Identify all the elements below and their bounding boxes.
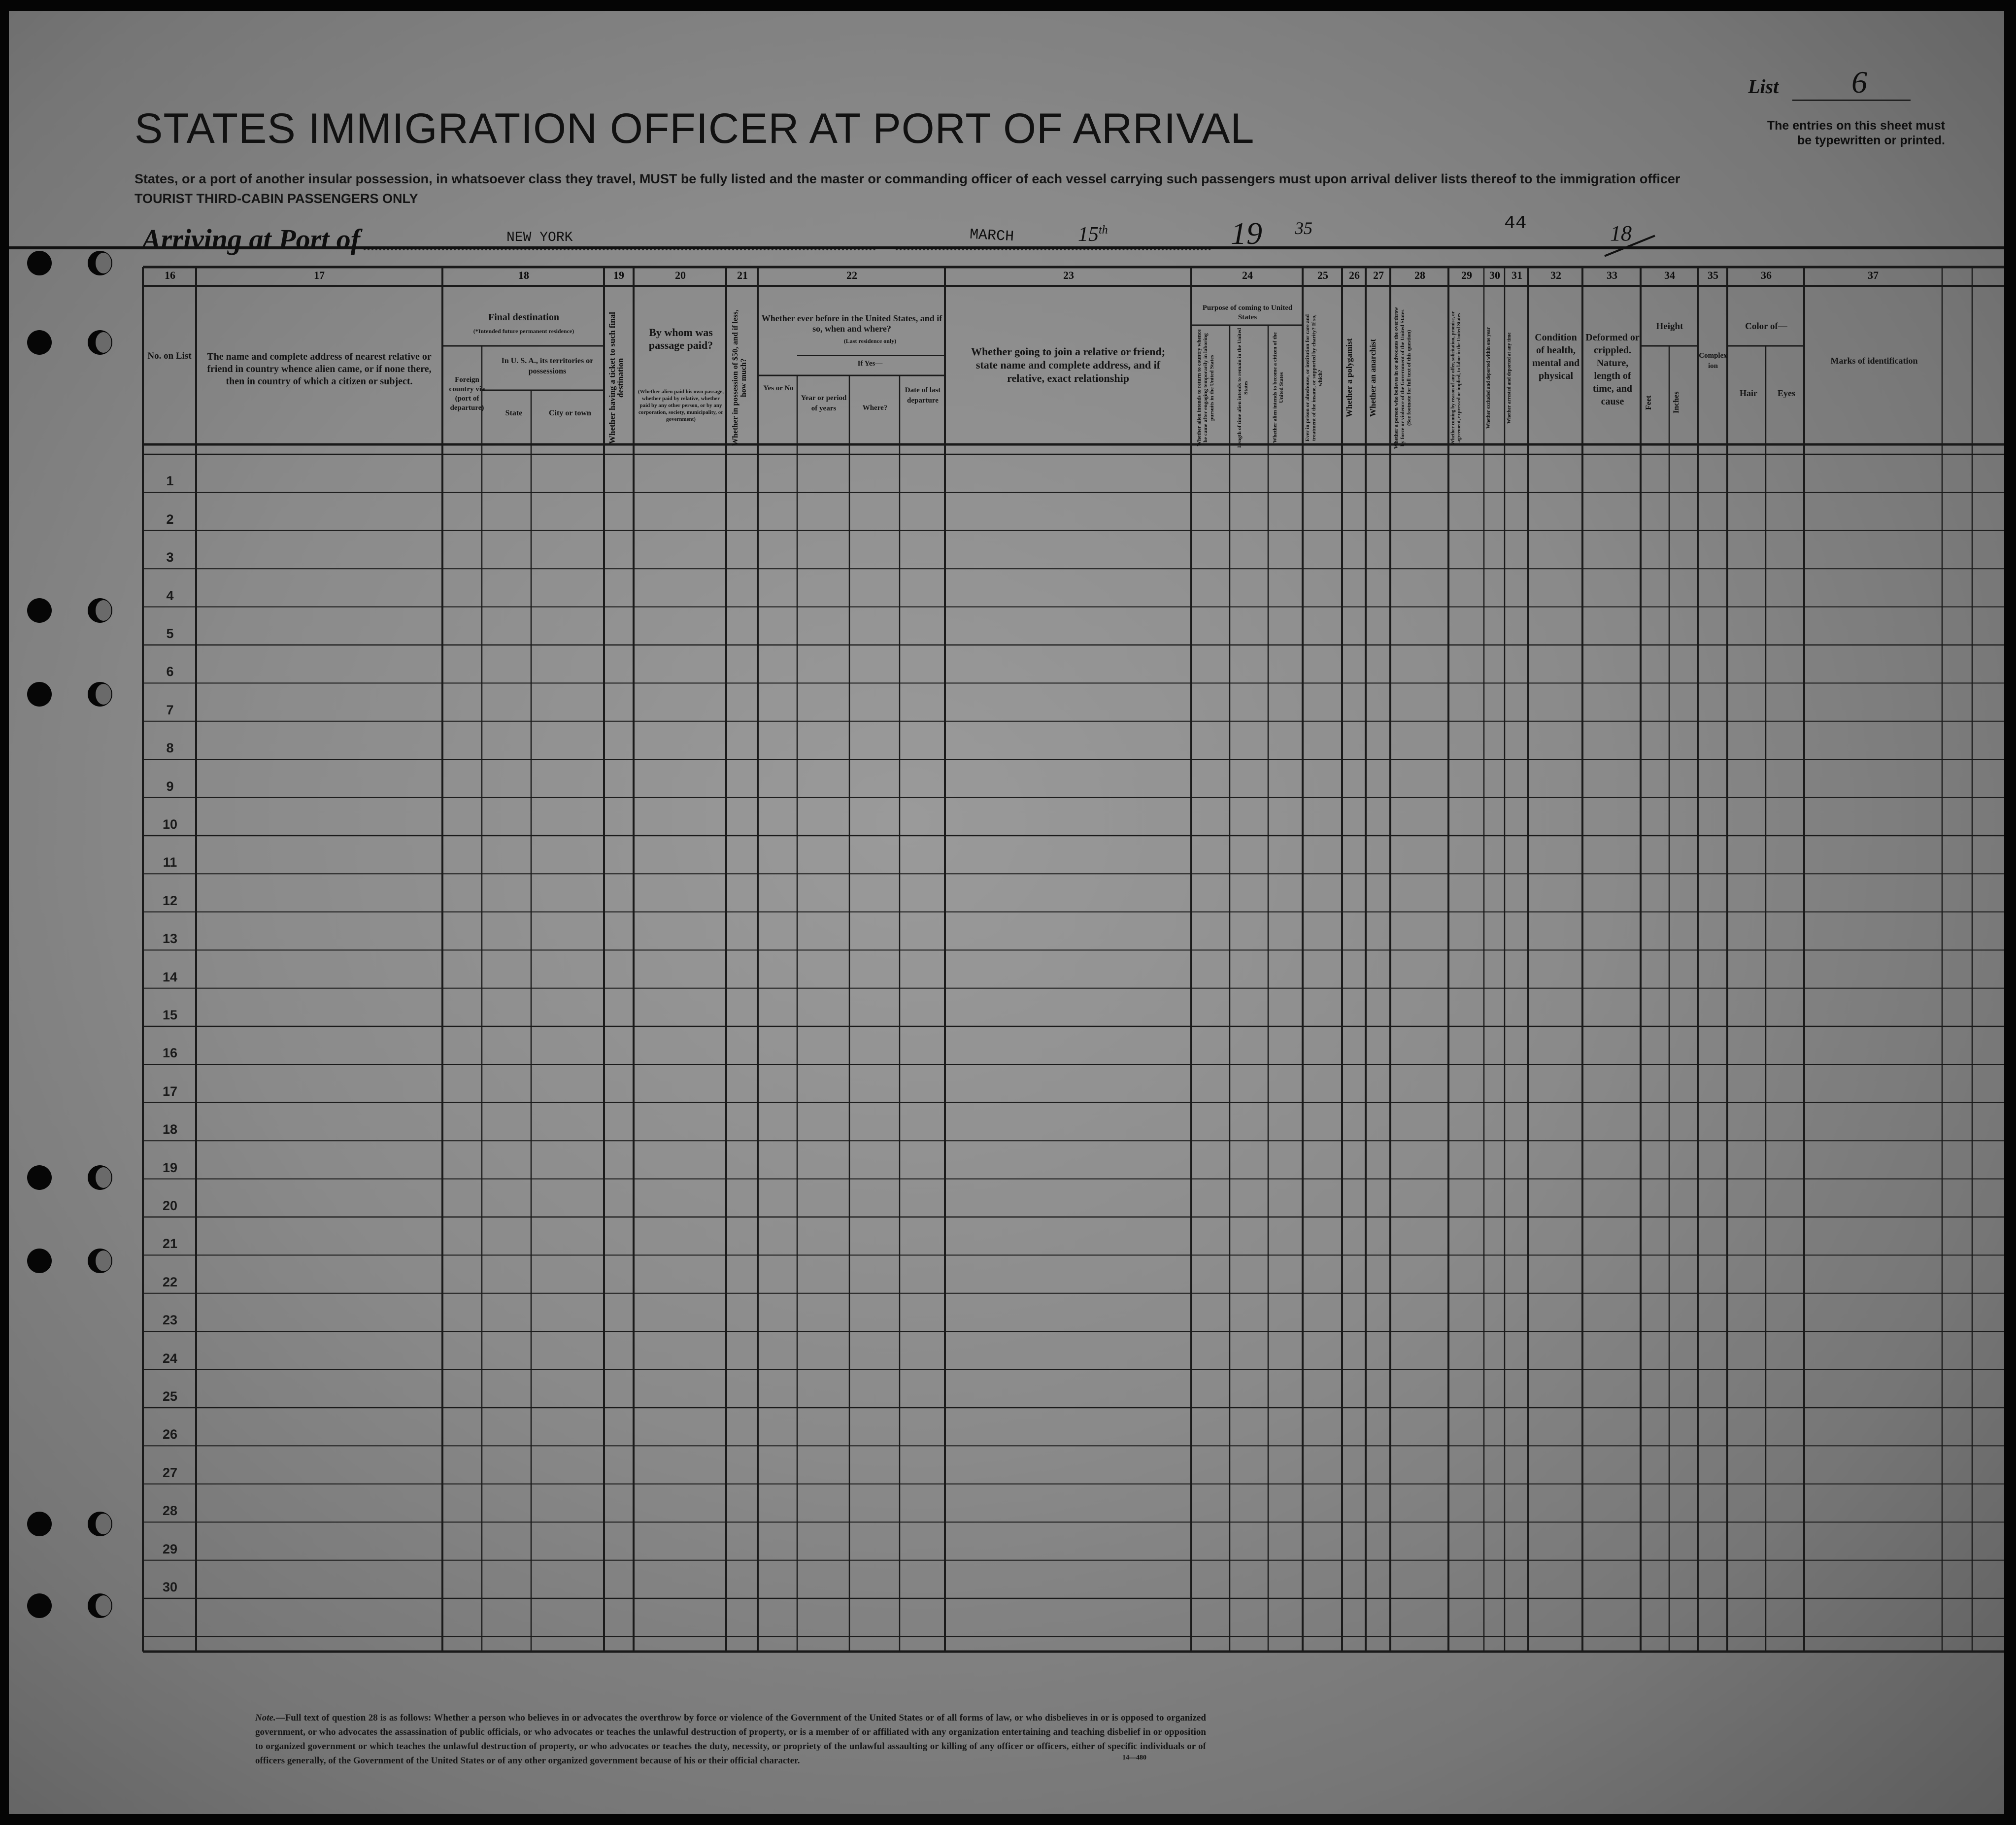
manifest-sheet <box>9 11 2004 1814</box>
column-number-35: 35 <box>1708 269 1718 281</box>
header-anarchist: Whether an anarchist <box>1368 338 1378 417</box>
punch-hole <box>88 682 112 707</box>
punch-hole <box>88 1249 112 1273</box>
punch-hole <box>27 1249 52 1273</box>
header-purpose-return: Whether alien intends to return to country whence he came after engaging temporarily in laboring pursuits in the United States <box>1196 329 1215 446</box>
header-complexion: Complexion <box>1699 352 1727 370</box>
column-number-20: 20 <box>675 269 686 281</box>
arriving-label: Arriving at Port of <box>142 223 361 255</box>
header-condition: Condition of health, mental and physical <box>1532 332 1580 381</box>
year-written: 35 <box>1295 218 1312 238</box>
header-question-29: Whether coming by reason of any offer, solicitation, promise, or agreement, expressed or implied, to labor in the United States <box>1450 311 1462 445</box>
header-passage-paid-note: (Whether alien paid his own passage, whether paid by relative, whether paid by any other person, or by any corporation, society, municipality, or government) <box>638 389 724 422</box>
row-number: 19 <box>162 1160 178 1175</box>
form-number: 14—480 <box>1122 1754 1146 1761</box>
row-number: 3 <box>166 550 174 565</box>
row-number: 29 <box>162 1541 178 1556</box>
day-suffix: th <box>1099 224 1108 237</box>
port-value: NEW YORK <box>506 230 573 245</box>
row-number: 17 <box>162 1083 178 1099</box>
column-number-34: 34 <box>1664 269 1675 281</box>
header-polygamist: Whether a polygamist <box>1344 338 1354 418</box>
header-state: State <box>505 409 523 417</box>
column-number-17: 17 <box>314 269 325 281</box>
header-yes-or-no: Yes or No <box>763 384 794 392</box>
row-number: 12 <box>162 893 178 908</box>
header-question-30: Whether excluded and deported within one year <box>1486 327 1491 429</box>
header-final-destination-note: (*Intended future permanent residence) <box>473 328 574 335</box>
footnote-text: —Full text of question 28 is as follows: Whether a person who believes in or advocates the overthrow by force or violence of the Government of the United States or of all forms of law, or who disbelieves in or is opposed to organized government, or who advocates the assassination of public officials, or who advocates or teaches the unlawful destruction of property, or is a member of or affiliated with any organization entertaining and teaching disbelief in or opposition to organized government or which teaches the unlawful destruction of property, or who advocates or teaches the duty, necessity, or propriety of the unlawful assaulting or killing of any officer or officers, either of specific individuals or of officers generally, of the Government of the United States or of any other organized government because of his or their official character. <box>255 1713 1206 1766</box>
footnote-label: Note. <box>255 1713 276 1723</box>
row-number: 7 <box>166 702 174 717</box>
header-marks: Marks of identification <box>1830 356 1918 366</box>
header-color-of: Color of— <box>1745 321 1787 332</box>
punch-hole <box>88 251 112 275</box>
row-number: 21 <box>162 1236 178 1251</box>
row-number: 8 <box>166 741 174 756</box>
entries-note-line-2: be typewritten or printed. <box>1797 134 1945 147</box>
header-eyes: Eyes <box>1778 388 1795 398</box>
punch-hole <box>88 1512 112 1536</box>
row-number: 23 <box>162 1313 178 1328</box>
column-number-25: 25 <box>1317 269 1328 281</box>
punch-hole <box>88 1593 112 1618</box>
header-no-on-list: No. on List <box>147 351 192 361</box>
column-number-27: 27 <box>1373 269 1384 281</box>
punch-hole <box>27 330 52 355</box>
page-title: STATES IMMIGRATION OFFICER AT PORT OF ARRIVAL <box>134 105 1255 152</box>
header-question-28: Whether a person who believes in or advocates the overthrow by force or violence of the Government of the United States (See footnote for full text of this question) <box>1393 306 1412 449</box>
header-foreign-country: Foreign country via (port of departure) <box>449 376 485 412</box>
row-number: 20 <box>162 1198 178 1213</box>
header-height: Height <box>1656 321 1683 332</box>
header-relative-address: The name and complete address of nearest relative or friend in country whence alien came, or if none there, then in country of which a citizen or subject. <box>207 351 432 387</box>
row-number: 24 <box>162 1351 178 1366</box>
column-number-21: 21 <box>737 269 748 281</box>
punch-hole <box>27 1512 52 1536</box>
header-inches: Inches <box>1672 391 1680 414</box>
header-last-residence-note: (Last residence only) <box>843 338 897 344</box>
list-label: List <box>1748 75 1779 98</box>
row-number: 30 <box>162 1580 178 1594</box>
column-number-30: 30 <box>1489 269 1500 281</box>
header-city-or-town: City or town <box>549 409 591 417</box>
day-number: 15 <box>1078 223 1099 246</box>
row-number: 28 <box>162 1503 178 1519</box>
header-prison: Ever in prison or almshouse, or institution for care and treatment of the insane, or supported by charity? If so, which? <box>1305 314 1323 442</box>
column-number-33: 33 <box>1607 269 1617 281</box>
header-question-31: Whether arrested and deported at any time <box>1507 332 1512 424</box>
column-number-32: 32 <box>1550 269 1561 281</box>
column-number-23: 23 <box>1063 269 1074 281</box>
column-number-22: 22 <box>846 269 857 281</box>
punch-hole <box>27 1165 52 1190</box>
row-number: 4 <box>166 588 174 603</box>
header-final-destination: Final destination <box>488 312 559 323</box>
row-number: 15 <box>162 1008 178 1022</box>
header-ticket: Whether having a ticket to such final destination <box>607 312 625 444</box>
header-date-last-departure: Date of last departure <box>905 386 941 405</box>
punch-hole <box>27 1593 52 1618</box>
header-purpose-length: Length of time alien intends to remain in the United States <box>1237 328 1249 448</box>
header-purpose: Purpose of coming to United States <box>1202 304 1293 321</box>
passenger-class: TOURIST THIRD-CABIN PASSENGERS ONLY <box>134 191 418 206</box>
month-value: MARCH <box>969 226 1014 246</box>
header-year-or-period: Year or period of years <box>801 394 847 412</box>
sheet-count: 44 <box>1504 213 1527 234</box>
column-number-29: 29 <box>1461 269 1472 281</box>
row-number: 1 <box>166 473 174 489</box>
header-feet: Feet <box>1645 395 1653 410</box>
row-number: 22 <box>162 1274 178 1289</box>
row-number: 26 <box>162 1427 178 1442</box>
row-number: 11 <box>163 855 177 870</box>
row-number: 13 <box>162 931 178 946</box>
column-number-36: 36 <box>1761 269 1772 281</box>
punch-hole <box>88 1165 112 1190</box>
footnote <box>255 1711 1206 1768</box>
column-number-28: 28 <box>1414 269 1425 281</box>
header-in-usa: In U. S. A., its territories or possessions <box>501 357 594 375</box>
column-number-37: 37 <box>1868 269 1879 281</box>
header-possession-50: Whether in possession of $50, and if less, how much? <box>731 309 748 446</box>
column-number-18: 18 <box>518 269 529 281</box>
header-hair: Hair <box>1740 388 1757 398</box>
header-if-yes: If Yes— <box>857 360 883 368</box>
row-number: 27 <box>162 1465 178 1480</box>
punch-hole <box>27 682 52 707</box>
punch-hole <box>88 330 112 355</box>
column-number-19: 19 <box>613 269 624 281</box>
header-where: Where? <box>862 404 888 412</box>
row-number: 18 <box>162 1122 178 1137</box>
header-join-relative: Whether going to join a relative or friend; state name and complete address, and if relative, exact relationship <box>971 345 1166 384</box>
row-number: 16 <box>162 1046 178 1061</box>
row-number: 25 <box>162 1389 178 1404</box>
header-passage-paid: By whom was passage paid? <box>648 326 713 351</box>
header-ever-before: Whether ever before in the United States, and if so, when and where? <box>761 313 942 334</box>
punch-hole <box>27 598 52 623</box>
row-number: 10 <box>162 817 178 832</box>
column-number-16: 16 <box>165 269 175 281</box>
entries-note-line-1: The entries on this sheet must <box>1767 119 1945 133</box>
list-number: 6 <box>1851 65 1867 100</box>
column-number-31: 31 <box>1512 269 1522 281</box>
punch-hole <box>88 598 112 623</box>
row-number: 9 <box>166 778 174 794</box>
row-number: 2 <box>166 511 174 527</box>
header-deformed: Deformed or crippled. Nature, length of time, and cause <box>1585 332 1640 407</box>
punch-hole <box>27 251 52 275</box>
row-number: 14 <box>162 969 178 984</box>
row-number: 6 <box>166 664 174 679</box>
struck-number: 18 <box>1610 221 1632 245</box>
header-purpose-citizen: Whether alien intends to become a citizen of the United States <box>1272 332 1284 443</box>
column-number-26: 26 <box>1349 269 1360 281</box>
year-printed: 19 <box>1231 216 1262 251</box>
page-subtitle: States, or a port of another insular possession, in whatsoever class they travel, MUST be fully listed and the master or commanding officer of each vessel carrying such passengers must upon arrival deliver lists thereof to the immigration officer <box>134 171 1680 186</box>
column-number-24: 24 <box>1242 269 1253 281</box>
row-number: 5 <box>166 626 174 641</box>
